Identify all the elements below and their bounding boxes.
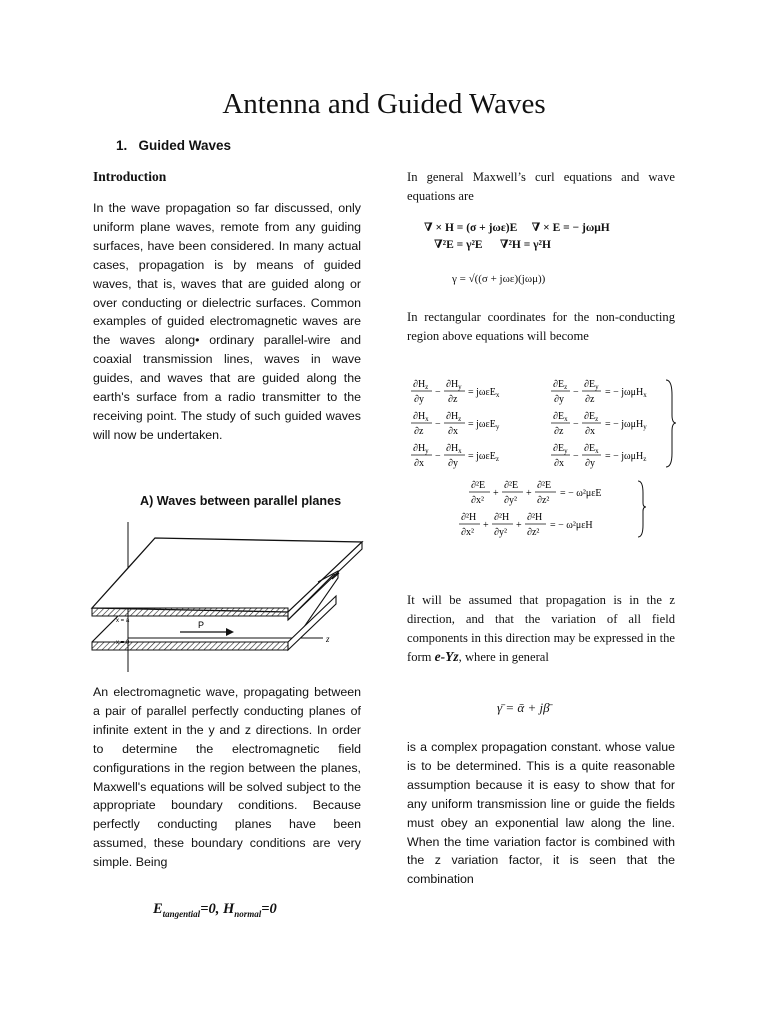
eq-curl-e: ∇ × E = − jωμH <box>531 222 610 234</box>
eq-row3-right <box>551 443 646 469</box>
svg-text:∂²E: ∂²E <box>471 480 486 491</box>
eq-complex-propagation: γ̄ = ᾱ + jβ̄ <box>497 700 550 715</box>
figure-label-z: z <box>326 634 330 644</box>
rectangular-coords-paragraph: In rectangular coordinates for the non-conducting region above equations will become <box>407 310 675 343</box>
svg-text:∂z: ∂z <box>414 426 424 437</box>
svg-text:+: + <box>493 488 499 499</box>
propagation-form: e-Yz <box>434 648 459 664</box>
svg-text:∂Ez: $\partial E_z$ <box>584 411 599 423</box>
svg-text:= − ω²μεE: = − ω²μεE <box>560 488 602 499</box>
eq-row1-right <box>551 379 647 405</box>
svg-text:∂z: ∂z <box>554 426 564 437</box>
svg-text:∂Ex: $\partial E_x$ <box>584 443 599 455</box>
svg-text:∂Ez: $\partial E_z$ <box>553 379 568 391</box>
svg-text:= − jωμHy: = − jωμH$_y$ <box>605 419 647 431</box>
svg-text:−: − <box>573 451 579 462</box>
svg-text:∂y²: ∂y² <box>504 495 517 506</box>
parallel-planes-figure <box>88 522 373 672</box>
svg-text:∂²H: ∂²H <box>527 512 543 523</box>
intro-paragraph: In the wave propagation so far discussed, only uniform plane waves, remote from any guiding surfaces, have been considered. In many actual cases, propagation is by means of guided waves, that is, waves that are guided along or over conducting or dielectric surfaces. Common examples of guided electromagnetic waves are the waves along• ordinary parallel-wire and coaxial transmission lines, waves in wave guides, and waves that are guided along the earth's surface from a radio transmitter to the receiving point. The study of such guided waves will now be undertaken. <box>93 201 361 442</box>
svg-text:−: − <box>573 419 579 430</box>
propagation-text: It will be assumed that propagation is in the z direction, and that the variation of all field components in this direction may be expressed in the form <box>407 593 675 664</box>
svg-text:= jωεEx: = jωεE$_x$ <box>468 387 500 399</box>
svg-text:= jωεEz: = jωεE$_z$ <box>468 451 499 463</box>
eq-wave-h: ∇²H = γ²H <box>499 239 551 251</box>
propagation-paragraph <box>407 591 675 667</box>
svg-text:∂z: ∂z <box>585 394 595 405</box>
boundary-condition-equation <box>153 901 277 919</box>
boundary-e: E <box>153 901 163 917</box>
svg-text:= − jωμHz: = − jωμH$_z$ <box>605 451 647 463</box>
boundary-end: =0 <box>261 901 277 917</box>
eq-row3-left <box>411 443 499 469</box>
figure-label-x-0: x = 0 <box>116 640 130 646</box>
svg-text:−: − <box>573 387 579 398</box>
svg-text:∂z: ∂z <box>448 394 458 405</box>
svg-text:∂z²: ∂z² <box>537 495 550 506</box>
svg-text:∂²H: ∂²H <box>494 512 510 523</box>
boundary-h-sub: normal <box>234 908 262 919</box>
svg-text:∂y: ∂y <box>554 394 564 405</box>
svg-text:∂y: ∂y <box>448 458 458 469</box>
svg-text:+: + <box>483 520 489 531</box>
subsection-heading: A) Waves between parallel planes <box>140 494 342 508</box>
svg-text:∂Hy: $\partial H_y$ <box>413 443 429 455</box>
svg-text:∂z²: ∂z² <box>527 527 540 538</box>
section-number: 1. <box>116 138 128 153</box>
svg-text:+: + <box>516 520 522 531</box>
svg-text:∂²H: ∂²H <box>461 512 477 523</box>
eq-row1-left <box>411 379 500 405</box>
svg-text:−: − <box>435 451 441 462</box>
section-label: Guided Waves <box>138 138 232 153</box>
svg-text:= − ω²μεH: = − ω²μεH <box>550 520 593 531</box>
complex-propagation-paragraph: is a complex propagation constant. whose value is to be determined. This is a quite reasonable assumption because it is easy to show that for any uniform transmission line or guide the fields must obey an exponential law along the line. When the time variation factor is combined with the z variation factor, it is seen that the combination <box>407 740 675 887</box>
svg-text:∂x²: ∂x² <box>461 527 474 538</box>
svg-text:= − jωμHx: = − jωμH$_x$ <box>605 387 647 399</box>
svg-text:∂Hx: $\partial H_x$ <box>446 443 462 455</box>
boundary-e-sub: tangential <box>162 908 201 919</box>
svg-text:∂Ey: $\partial E_y$ <box>553 443 568 455</box>
eq-row2-left <box>411 411 500 437</box>
svg-text:∂y²: ∂y² <box>494 527 507 538</box>
section-heading <box>116 138 231 153</box>
svg-text:∂x: ∂x <box>448 426 458 437</box>
boundary-mid: =0, H <box>200 901 235 917</box>
svg-text:∂Hz: $\partial H_z$ <box>446 411 462 423</box>
eq-wave-e: ∇²E = γ²E <box>434 239 483 251</box>
svg-text:∂y: ∂y <box>414 394 424 405</box>
svg-text:= jωεEy: = jωεE$_y$ <box>468 419 500 431</box>
svg-text:∂Hx: $\partial H_x$ <box>413 411 429 423</box>
svg-text:+: + <box>526 488 532 499</box>
propagation-text-end: , where in general <box>458 649 549 664</box>
figure-label-x-a: x = a <box>116 618 130 624</box>
svg-text:∂x: ∂x <box>414 458 424 469</box>
eq-curl-h: ∇ × H = (σ + jωε)E <box>424 222 518 234</box>
parallel-planes-paragraph: An electromagnetic wave, propagating between a pair of parallel perfectly conducting planes of infinite extent in the y and z directions. In order to determine the electromagnetic field configurations in the region between the planes, Maxwell's equations will be solved subject to the appropriate boundary conditions. Because perfectly conducting planes have been assumed, these boundary conditions are very simple. Being <box>93 685 361 870</box>
intro-heading: Introduction <box>93 169 167 184</box>
svg-text:∂²E: ∂²E <box>504 480 519 491</box>
curl-equations <box>424 220 610 254</box>
svg-text:−: − <box>435 419 441 430</box>
svg-text:∂Ey: $\partial E_y$ <box>584 379 599 391</box>
eq-laplacian-e <box>469 480 602 506</box>
svg-text:∂Hy: $\partial H_y$ <box>446 379 462 391</box>
eq-row2-right <box>551 411 647 437</box>
document-title: Antenna and Guided Waves <box>222 88 546 120</box>
figure-label-p: P <box>198 620 205 630</box>
component-equations <box>408 375 678 543</box>
maxwell-intro-paragraph: In general Maxwell’s curl equations and wave equations are <box>407 170 675 203</box>
svg-text:−: − <box>435 387 441 398</box>
svg-text:∂x: ∂x <box>554 458 564 469</box>
svg-text:∂x²: ∂x² <box>471 495 484 506</box>
svg-text:∂y: ∂y <box>585 458 595 469</box>
svg-text:∂²E: ∂²E <box>537 480 552 491</box>
svg-text:∂Ex: $\partial E_x$ <box>553 411 568 423</box>
svg-text:∂Hz: $\partial H_z$ <box>413 379 429 391</box>
eq-laplacian-h <box>459 512 593 538</box>
svg-text:∂x: ∂x <box>585 426 595 437</box>
eq-gamma: γ = √((σ + jωε)(jωμ)) <box>452 273 546 285</box>
